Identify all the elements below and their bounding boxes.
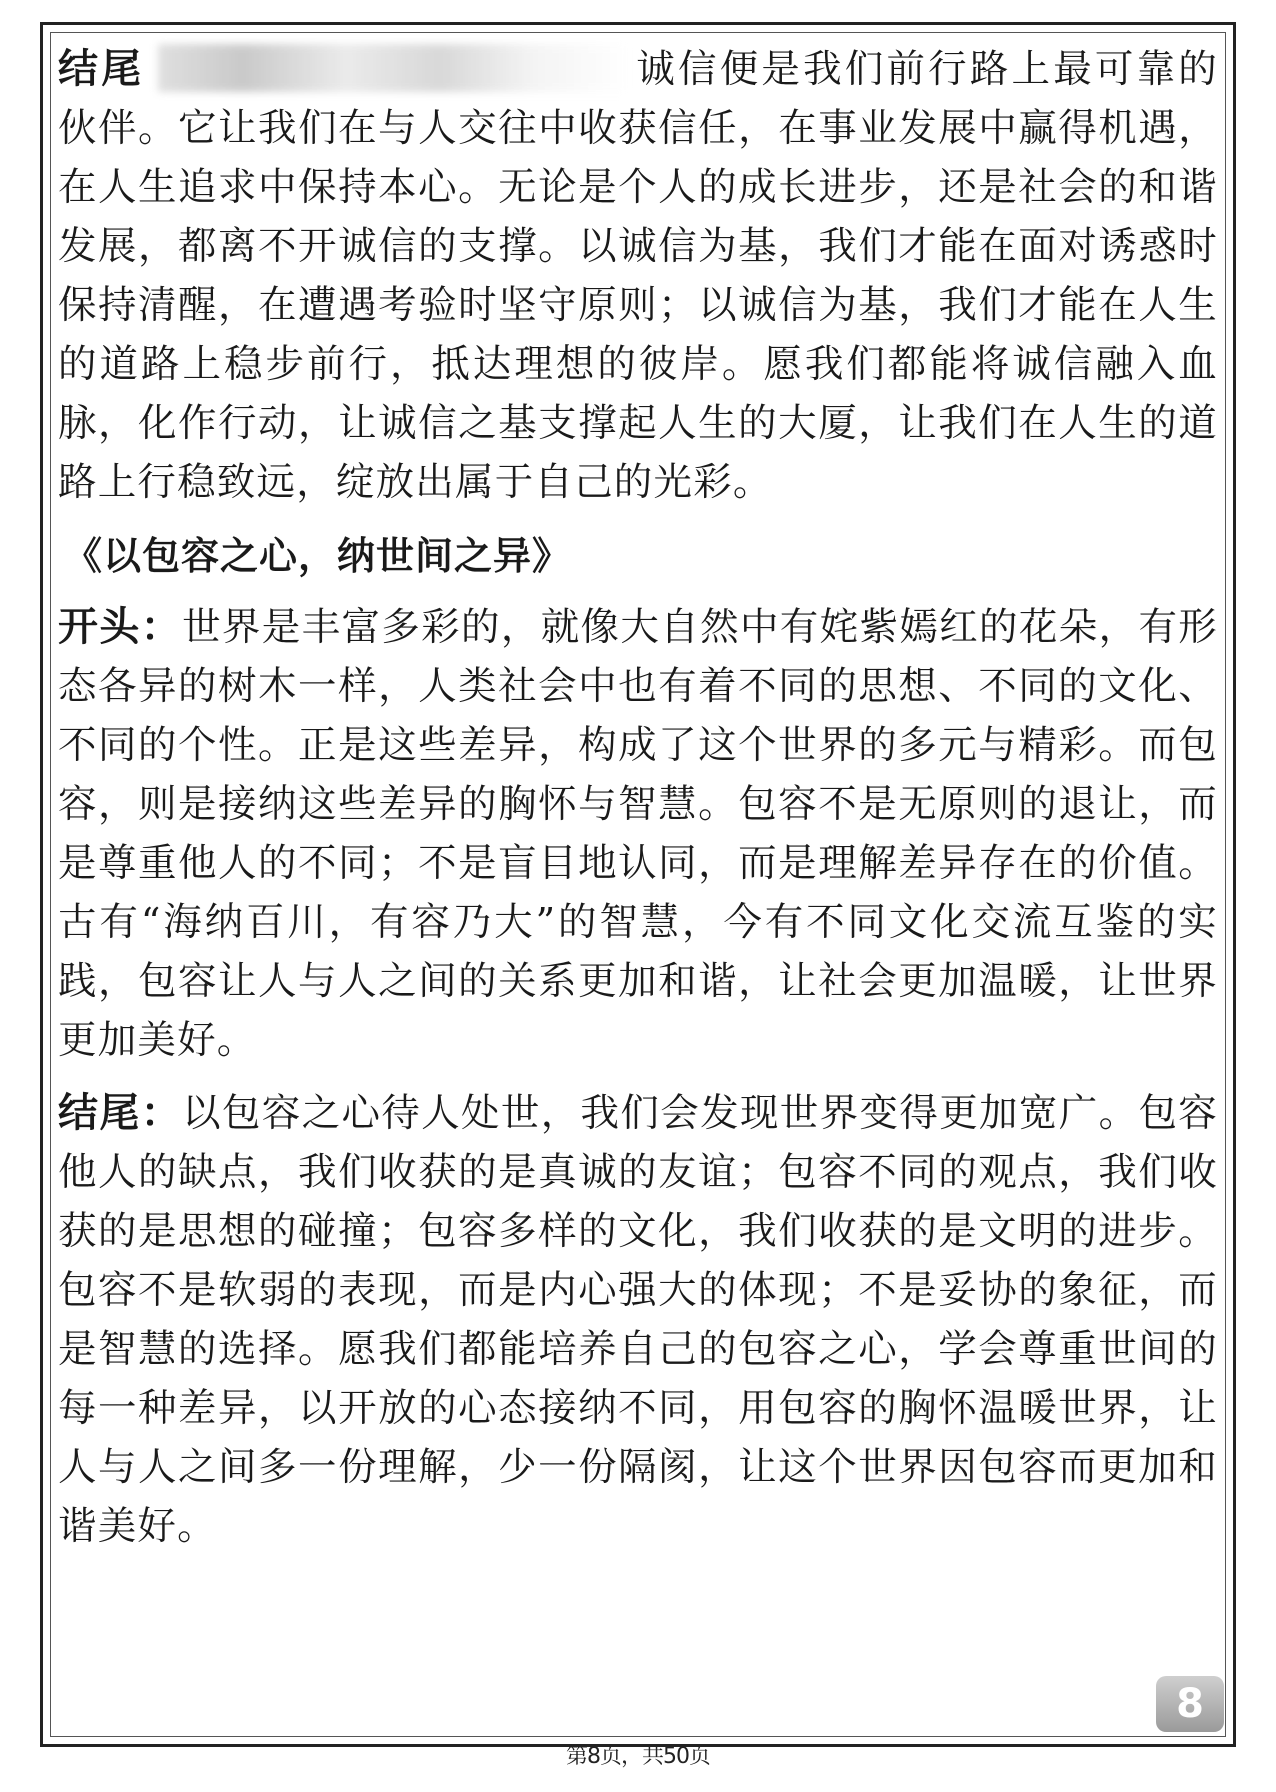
document-body bbox=[58, 40, 1218, 1556]
redacted-region bbox=[158, 44, 628, 92]
page-number-badge: 8 bbox=[1156, 1676, 1224, 1732]
opening-paragraph bbox=[58, 598, 1218, 1070]
opening-text: 世界是丰富多彩的，就像大自然中有姹紫嫣红的花朵，有形态各异的树木一样，人类社会中也有着不同的思想、不同的文化、不同的个性。正是这些差异，构成了这个世界的多元与精彩。而包容，则是接纳这些差异的胸怀与智慧。包容不是无原则的退让，而是尊重他人的不同；不是盲目地认同，而是理解差异存在的价值。古有“海纳百川，有容乃大”的智慧，今有不同文化交流互鉴的实践，包容让人与人之间的关系更加和谐，让社会更加温暖，让世界更加美好。 bbox=[58, 605, 1219, 1063]
closing-label: 结尾： bbox=[58, 1090, 183, 1136]
section1-ending-paragraph bbox=[58, 40, 1218, 512]
ending-body-text: 伴。它让我们在与人交往中收获信任，在事业发展中赢得机遇，在人生追求中保持本心。无论是个人的成长进步，还是社会的和谐发展，都离不开诚信的支撑。以诚信为基，我们才能在面对诱惑时保持清醒，在遭遇考验时坚守原则；以诚信为基，我们才能在人生的道路上稳步前行，抵达理想的彼岸。愿我们都能将诚信融入血脉，化作行动，让诚信之基支撑起人生的大厦，让我们在人生的道路上行稳致远，绽放出属于自己的光彩。 bbox=[58, 106, 1218, 505]
page-footer: 第8页，共50页 bbox=[566, 1744, 710, 1769]
ending-lead-text: 诚信便是我们前行路上最可靠的伙 bbox=[58, 47, 1218, 151]
opening-label: 开头： bbox=[58, 604, 183, 650]
closing-paragraph bbox=[58, 1084, 1218, 1556]
closing-text: 以包容之心待人处世，我们会发现世界变得更加宽广。包容他人的缺点，我们收获的是真诚的友谊；包容不同的观点，我们收获的是思想的碰撞；包容多样的文化，我们收获的是文明的进步。包容不是软弱的表现，而是内心强大的体现；不是妥协的象征，而是智慧的选择。愿我们都能培养自己的包容之心，学会尊重世间的每一种差异，以开放的心态接纳不同，用包容的胸怀温暖世界，让人与人之间多一份理解，少一份隔阂，让这个世界因包容而更加和谐美好。 bbox=[58, 1091, 1219, 1549]
ending-label: 结尾 bbox=[58, 46, 145, 92]
essay-title: 《以包容之心，纳世间之异》 bbox=[64, 534, 572, 578]
